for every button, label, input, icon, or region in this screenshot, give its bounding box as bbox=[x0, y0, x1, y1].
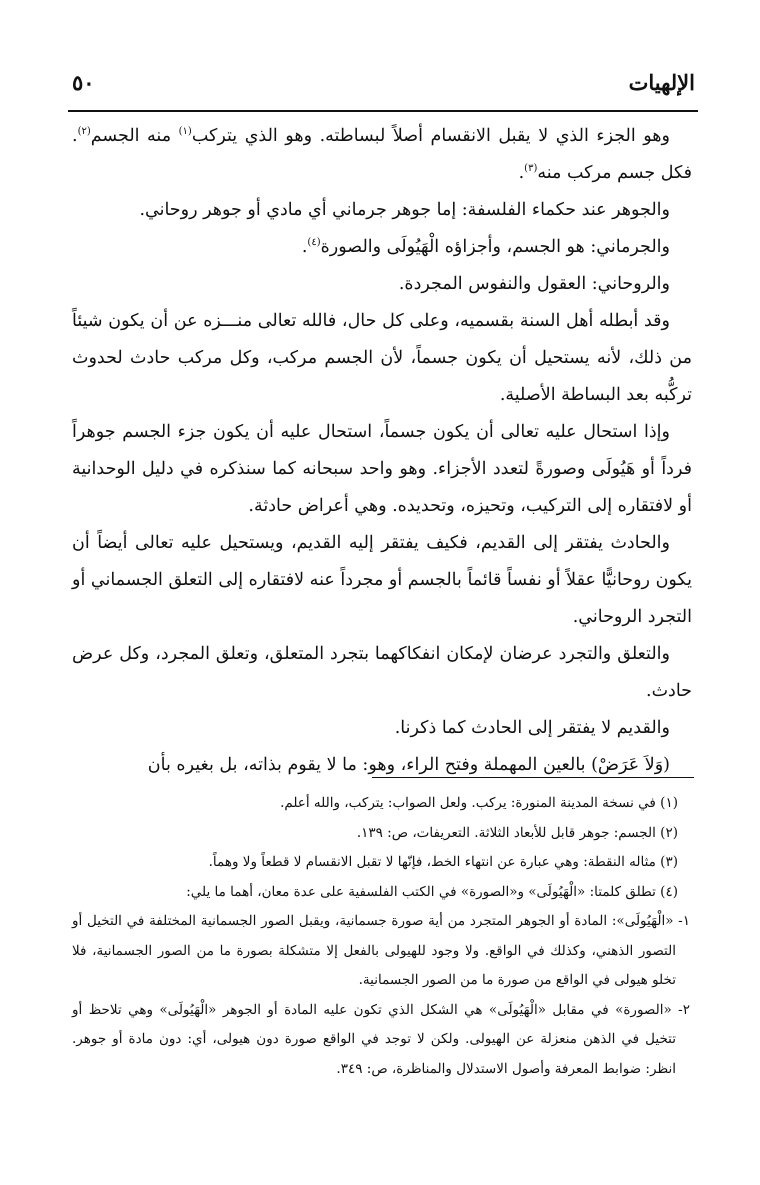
footnote-ref: (١) bbox=[178, 126, 192, 138]
paragraph: والتعلق والتجرد عرضان لإمكان انفكاكهما بتجرد المتعلق، وتعلق المجرد، وكل عرض حادث. bbox=[72, 644, 692, 701]
text-run: وهو الجزء الذي لا يقبل الانقسام أصلاً لبساطته. وهو الذي يتركب bbox=[191, 126, 670, 146]
header-title: الإلهيات bbox=[628, 70, 695, 95]
footnote-list-item: ١- «الْهَيُولَى»: المادة أو الجوهر المتجرد من أية صورة جسمانية، ويقبل الصور الجسمانية المختلفة في التخيل أو التصور الذهني، وكذلك في الواقع. ولا وجود للهيولى بالفعل إلا متشكلة بصورة ما من الصور الجسمانية، فلا تخلو هيولى في الواقع من صورة ما من الصور الجسمانية. bbox=[72, 913, 690, 988]
footnotes bbox=[72, 789, 692, 1084]
footnote: (٤) تطلق كلمتا: «الْهَيُولَى» و«الصورة» في الكتب الفلسفية على عدة معان، أهما ما يلي: bbox=[186, 883, 678, 900]
paragraph: والجوهر عند حكماء الفلسفة: إما جوهر جرماني أي مادي أو جوهر روحاني. bbox=[139, 200, 670, 220]
footnote-list-item: ٢- «الصورة» في مقابل «الْهَيُولَى» هي الشكل الذي تكون عليه المادة أو الجوهر «الْهَيُولَى» وهي تلاحظ أو تتخيل في الذهن منعزلة عن الهيولى. ولكن لا توجد في الواقع صورة دون هيولى، أي: دون مادة أو جوهر. انظر: ضوابط المعرفة وأصول الاستدلال والمناظرة، ص: ٣٤٩. bbox=[72, 1001, 690, 1077]
text-run: منه الجسم bbox=[90, 126, 179, 146]
footnote-ref: (٢) bbox=[77, 126, 91, 138]
paragraph: وإذا استحال عليه تعالى أن يكون جسماً، استحال عليه أن يكون جزء الجسم جوهراً فرداً أو هَيُولَى وصورةً لتعدد الأجزاء. وهو واحد سبحانه كما سنذكره في دليل الوحدانية أو لافتقاره إلى التركيب، وتحيزه، وتحديده. وهي أعراض حادثة. bbox=[72, 422, 692, 516]
footnote: (١) في نسخة المدينة المنورة: يركب. ولعل الصواب: يتركب، والله أعلم. bbox=[280, 795, 678, 811]
footnote-ref: (٣) bbox=[524, 163, 538, 175]
text-run: . فكل جسم مركب منه bbox=[72, 126, 692, 183]
main-text bbox=[72, 118, 692, 784]
paragraph bbox=[72, 118, 692, 192]
text-run: . bbox=[301, 237, 308, 257]
footnote: (٣) مثاله النقطة: وهي عبارة عن انتهاء الخط، فإنّها لا تقبل الانقسام لا قطعاً ولا وهماً. bbox=[208, 854, 678, 870]
page-number: ٥٠ bbox=[72, 70, 95, 95]
paragraph: وقد أبطله أهل السنة بقسميه، وعلى كل حال، فالله تعالى منـــزه عن أن يكون شيئاً من ذلك، لأنه يستحيل أن يكون جسماً، لأن الجسم مركب، وكل مركب حادث لحدوث تركُّبه بعد البساطة الأصلية. bbox=[72, 311, 692, 405]
paragraph: (وَلاَ عَرَضْ) بالعين المهملة وفتح الراء، وهو: ما لا يقوم بذاته، بل بغيره بأن bbox=[147, 755, 670, 775]
header-rule bbox=[68, 110, 698, 112]
running-header bbox=[70, 70, 695, 104]
footnote-ref: (٤) bbox=[307, 237, 321, 249]
footnote: (٢) الجسم: جوهر قابل للأبعاد الثلاثة. التعريفات، ص: ١٣٩. bbox=[356, 824, 678, 841]
paragraph: والقديم لا يفتقر إلى الحادث كما ذكرنا. bbox=[394, 718, 670, 738]
text-run: . bbox=[518, 163, 525, 183]
text-run: والجرماني: هو الجسم، وأجزاؤه الْهَيُولَى والصورة bbox=[320, 237, 670, 257]
paragraph: والحادث يفتقر إلى القديم، فكيف يفتقر إليه القديم، ويستحيل عليه تعالى أيضاً أن يكون روحانيًّا عقلاً أو نفساً قائماً بالجسم أو مجرداً عنه لافتقاره إلى التعلق الجسماني أو التجرد الروحاني. bbox=[72, 533, 692, 627]
paragraph: والروحاني: العقول والنفوس المجردة. bbox=[398, 274, 670, 294]
footnote-separator bbox=[372, 777, 694, 778]
paragraph bbox=[72, 229, 692, 266]
